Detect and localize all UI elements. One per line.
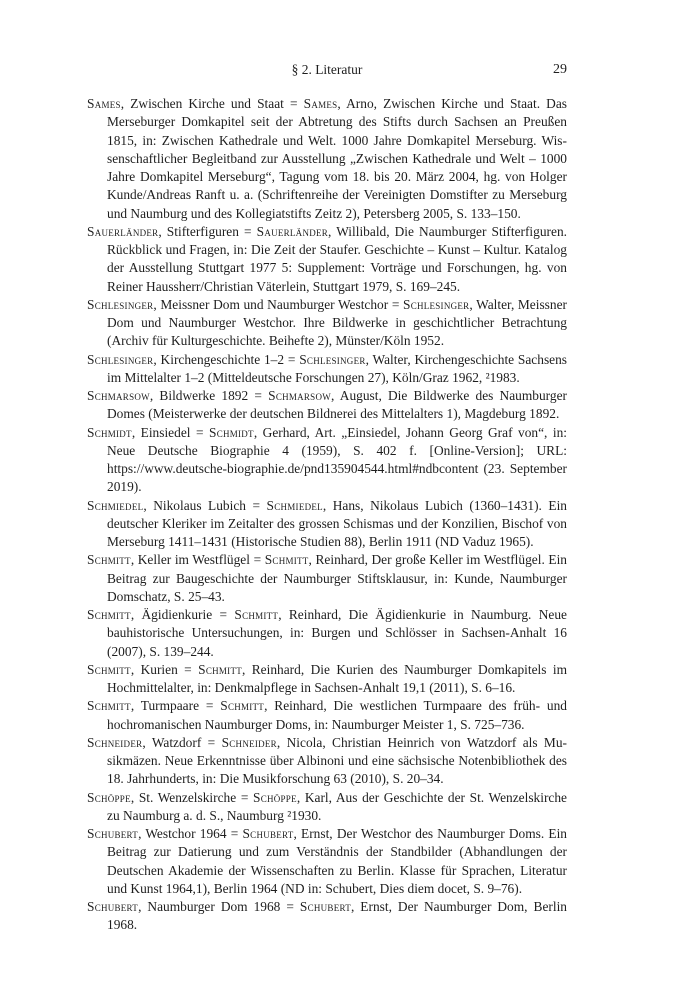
- entry-author: Sauerländer: [256, 223, 329, 239]
- entry-citation: , Arno, Zwischen Kirche und Staat. Das Merseburger Domkapitel seit der Abtretung des Stifts durch Sachsen an Preußen 1815, in: Zwischen Kathedrale und Welt. 1000 Jahre Domkapitel Merseburg. Wissenschaftlicher Begleitband zur Ausstellung „Zwischen Kathedrale und Welt – 1000 Jahre Domkapitel Merseburg“, Tagung vom 18. bis 20. März 2004, hg. von Holger Kunde/Andreas Ranft u. a. (Schriftenreihe der Vereinigten Domstifter zu Merseburg und Naumburg und des Kollegiatstifts Zeitz 2), Petersberg 2005, S. 133–150.: [107, 96, 567, 221]
- entry-citation: , Karl, Aus der Geschichte der St. Wenzelskirche zu Naumburg a. d. S., Naumburg ²1930.: [107, 789, 568, 823]
- entry-short-title: , Nikolaus Lubich =: [143, 497, 267, 513]
- entry-author: Schmiedel: [266, 497, 323, 513]
- entry-short-author: Schmitt: [87, 552, 131, 568]
- bibliography-entry: [87, 424, 567, 497]
- bibliography-entry: [87, 95, 567, 223]
- entry-citation: , Walter, Kirchengeschichte Sachsens im Mittelalter 1–2 (Mitteldeutsche Forschungen 27), Köln/Graz 1962, ²1983.: [107, 351, 568, 385]
- entry-short-title: , Kirchengeschichte 1–2 =: [153, 351, 300, 367]
- entry-author: Schubert: [242, 826, 294, 841]
- entry-citation: , Reinhard, Die Kurien des Naumburger Domkapitels im Hochmittelalter, in: Denkmalpflege in Sachsen-Anhalt 19,1 (2011), S. 6–16.: [107, 661, 567, 695]
- entry-short-author: Schmitt: [87, 661, 131, 677]
- entry-citation: , Willibald, Die Naumburger Stifterfiguren. Rückblick und Fragen, in: Die Zeit der Staufer. Geschichte – Kunst – Kultur. Katalog der Ausstellung Stuttgart 1977 5: Supplement: Vorträge und Forschungen, hg. von Reiner Haussherr/Christian Väterlein, Stuttgart 1979, S. 169–245.: [107, 223, 567, 294]
- entry-short-title: , Kurien =: [130, 661, 199, 677]
- entry-citation: , Ernst, Der Westchor des Naumburger Doms. Ein Beitrag zur Datierung und zum Verständnis der Standbilder (Abhandlungen der Deutschen Akademie der Wissenschaften zu Berlin. Klasse für Sprachen, Literatur und Kunst 1964,1), Berlin 1964 (ND in: Schubert, Dies diem docet, S. 9–76).: [107, 826, 567, 896]
- bibliography-entry: [87, 497, 567, 552]
- entry-author: Schmidt: [209, 424, 254, 440]
- entry-short-author: Schmidt: [87, 424, 132, 440]
- entry-short-author: Schubert: [87, 899, 139, 914]
- running-head: [87, 62, 567, 82]
- entry-citation: , Walter, Meissner Dom und Naumburger Westchor. Ihre Bildwerke in geschichtlicher Betrachtung (Archiv für Kulturgeschichte. Beihefte 2), Münster/Köln 1952.: [107, 296, 567, 349]
- entry-short-author: Schmitt: [87, 698, 131, 714]
- entry-short-title: , Einsiedel =: [131, 424, 209, 440]
- entry-short-title: , Keller im Westflügel =: [130, 552, 265, 568]
- bibliography-entry: [87, 296, 567, 351]
- entry-author: Schlesinger: [403, 296, 470, 312]
- entry-short-author: Schöppe: [87, 789, 131, 805]
- entry-short-author: Schmarsow: [87, 388, 150, 403]
- bibliography-entry: [87, 734, 567, 789]
- bibliography-entry: [87, 789, 567, 826]
- bibliography-entry: [87, 898, 567, 935]
- entry-author: Schmarsow: [268, 388, 331, 403]
- entry-author: Schlesinger: [299, 351, 366, 367]
- entry-citation: , Ernst, Der Naumburger Dom, Berlin 1968.: [107, 899, 567, 933]
- entry-author: Schmitt: [264, 552, 309, 568]
- bibliography-entry: [87, 606, 567, 661]
- entry-author: Schmitt: [234, 607, 279, 622]
- entry-author: Schmitt: [198, 661, 242, 677]
- entry-citation: , Reinhard, Die Ägidienkurie in Naumburg. Neue bauhistorische Untersuchungen, in: Burgen und Schlösser in Sachsen-Anhalt 16 (2007), S. 139–244.: [107, 607, 567, 659]
- entry-author: Schöppe: [253, 789, 297, 805]
- entry-short-author: Schlesinger: [87, 351, 154, 367]
- entry-short-title: , Meissner Dom und Naumburger Westchor =: [153, 296, 403, 312]
- entry-citation: , Hans, Nikolaus Lubich (1360–1431). Ein deutscher Kleriker im Zeitalter des grossen Schismas und der Konzilien, Bischof von Merseburg 1411–1431 (Historische Studien 88), Berlin 1911 (ND Vaduz 1965).: [107, 497, 567, 549]
- entry-citation: , Reinhard, Die westlichen Turmpaare des früh- und hochromanischen Naumburger Doms, in: Naumburger Meister 1, S. 725–736.: [107, 698, 567, 732]
- entry-citation: , Reinhard, Der große Keller im Westflügel. Ein Beitrag zur Baugeschichte der Naumburger Stiftsklausur, in: Kunde, Naumburger Domschatz, S. 25–43.: [107, 552, 567, 604]
- entry-short-author: Sames: [87, 96, 121, 111]
- entry-short-author: Schlesinger: [87, 296, 154, 312]
- bibliography-entry: [87, 551, 567, 606]
- entry-short-title: , Stifterfiguren =: [158, 223, 257, 239]
- entry-citation: , August, Die Bildwerke des Naumburger Domes (Meisterwerke der deutschen Bildnerei des Mittelalters 1), Magdeburg 1892.: [107, 388, 567, 422]
- entry-short-title: , Zwischen Kirche und Staat =: [120, 96, 304, 111]
- entry-short-author: Schneider: [87, 734, 143, 750]
- entry-short-title: , St. Wenzelskirche =: [130, 789, 254, 805]
- entry-short-title: , Naumburger Dom 1968 =: [138, 899, 300, 914]
- entry-short-title: , Ägidienkurie =: [130, 607, 235, 622]
- bibliography-entry: [87, 387, 567, 424]
- bibliography-entry: [87, 223, 567, 296]
- bibliography-entry: [87, 661, 567, 698]
- entry-short-title: , Turmpaare =: [130, 698, 221, 714]
- entry-author: Sames: [303, 96, 338, 111]
- entry-citation: , Nicola, Christian Heinrich von Watzdorf als Musikmäzen. Neue Erkenntnisse über Albinoni und eine sächsische Notenbibliothek des 18. Jahrhunderts, in: Die Musikforschung 63 (2010), S. 20–34.: [107, 734, 567, 787]
- entry-short-title: , Bildwerke 1892 =: [149, 388, 269, 403]
- entry-author: Schubert: [299, 899, 351, 914]
- bibliography-entry: [87, 697, 567, 734]
- running-title: § 2. Literatur: [291, 62, 363, 77]
- entry-short-title: , Westchor 1964 =: [138, 826, 243, 841]
- entry-citation: , Gerhard, Art. „Einsiedel, Johann Georg Graf von“, in: Neue Deutsche Biographie 4 (1959), S. 402 f. [Online-Version]; URL: https://www.deutsche-biographie.de/pnd135904544.html#ndbcontent (23. September 2019).: [107, 424, 567, 495]
- entry-short-author: Schmitt: [87, 607, 131, 622]
- entry-short-author: Schubert: [87, 826, 139, 841]
- bibliography-list: [87, 95, 567, 935]
- entry-short-title: , Watzdorf =: [142, 734, 222, 750]
- page-number: 29: [553, 62, 567, 77]
- bibliography-entry: [87, 351, 567, 388]
- entry-author: Schmitt: [220, 698, 265, 714]
- entry-author: Schneider: [221, 734, 277, 750]
- entry-short-author: Sauerländer: [87, 223, 159, 239]
- bibliography-entry: [87, 825, 567, 898]
- entry-short-author: Schmiedel: [87, 497, 144, 513]
